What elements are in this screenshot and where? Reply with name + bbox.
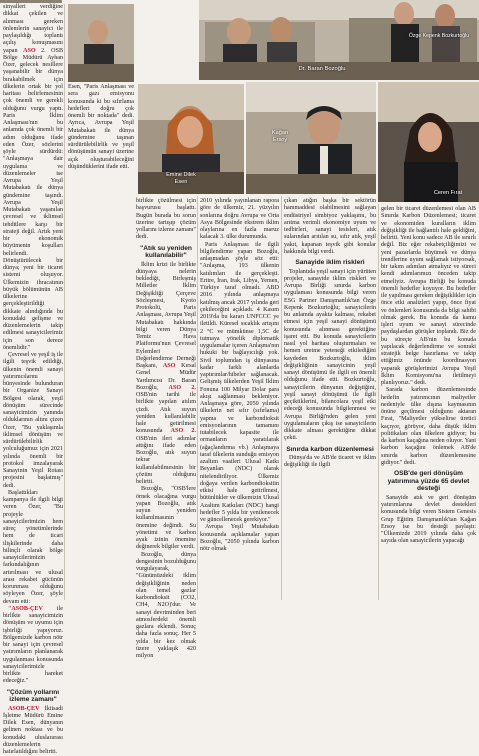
col1-text: 2. OSB Bölge Müdürü Ayhan Özer, gelecek nesillere yaşanabilir bir dünya bırakabilmek için ülkelerin ortak bir yol haritası belirlemesinin çok önemli ve gerekli olduğunu vurgu yaptı. Paris İklim Anlaşması'nın bu anlamda çok önemli bir adım olduğunu ifade eden Özer, sözlerini şöyle sürdürdü: "Anlaşmaya dair uygulama ve düzenlemeler ise Avrupa Yeşil Mutabakatı ile dünya gündemine taşındı. Avrupa Yeşil Mutabakatı yaşanılan çevresel ve iklimsel tehditlere karşı bir strateji değil. Artık yeni bir ekonomik büyümenin koşulları belirlendi. Dönüştürülecek bir dünya; yeni bir ticaret sistemi oluşuyor. Ülkemizin ihracatının büyük bölümünün AB ülkelerine gerçekleştirildiği dikkate alındığında bu konudaki gelişme ve düzenlemelerin takip edilmesi sanayicilerimiz için son derece önemlidir." — [3, 47, 64, 351]
col2-intro: Esen, "Paris Anlaşması ve sera gazı emisyonu konusunda ki bu sıfırlama hedefleri doğru çok önemli bir noktada" dedi. Ayrıca, Avrupa Yeşil Mutabakatı ile dünya gündemine taşınan sürdürülebilirlik ve yeşil dönüşümün sanayi üzerine açık oluşturabileceğini düşündüklerini ifade etti. — [68, 84, 134, 170]
caption-kagan-1: Kağan — [271, 130, 289, 136]
col2-paragraph: Bozoğlu, "OSB'lere örnek olacağına vurgu yapan Bozoğlu, atık suyun yeniden kullanılmasının önemine değindi. Su yönetimi ve karbon ayak izinin önemine değinerek bilgiler verdi. — [136, 486, 196, 551]
column-divider — [197, 196, 198, 600]
article-column-1 — [3, 4, 64, 756]
caption-kagan-2: Ersoy — [272, 137, 288, 143]
article-column-3 — [200, 198, 279, 598]
col2-paragraph: Bozoğlu, dünya dengesinin bozulduğunu vurgulayarak, "Günümüzdeki iklim değişikliğinin neden olan temel gazlar karbondioksit (CO2, CH4, N2O)'dur. Ve sanayi devriminden beri atmosferdeki önemli gazlara eklendi. Sonuç daha fazla sonuç. Her 5 yılda bir kez olmak üzere yaklaşık 420 milyon — [136, 551, 196, 660]
org-highlight: ASOB-ÇEV — [8, 705, 40, 712]
subheading: "Atık su yeniden kullanılabilir" — [140, 244, 192, 260]
article-column-4 — [284, 198, 376, 598]
article-column-5 — [381, 206, 476, 598]
photo-ceren-firat — [378, 82, 479, 202]
col1-text: sinyalleri verdiğine dikkat çekilen ve alınması gereken önlemlerin sanayici ile paylaşıldığı toplantı açılış konuşmasını yapan — [3, 4, 63, 54]
column-divider — [378, 204, 379, 600]
col1-text: ile birlikte sanayicimizin dönüşüm ve uyumu için işbirliği yapıyoruz. Bölgemizde karbon nötr bir sanayi için çevresel yatırımların planlanarak uygulanması konusunda sanayicilerimizle birlikte hareket edeceğiz." — [3, 605, 63, 685]
column-left-photo-strip — [0, 0, 62, 3]
col1-paragraph: Çevresel ve yeşil iş ile ilgili teşvik edildiği, ülkenin önemli sanayi yatırımcılarını bünyesinde bulunduran bir Organize Sanayi Bölgesi olarak, yeşil dönüşüm sürecinde sanayicimizin yanında olduklarının altını çizen Özer, "Bu yaklaşımla iklimsel dönüşüm ve sürdürülebilirlik yolculuğumuz için 2021 yılında önemli bir protokol imzalayarak Sanayinin Yeşil Rotası projesini başlatmış" dedi. — [3, 352, 63, 489]
col1-paragraph: Başlattıkları kampanya ile ilgili bilgi veren Özer, "Bu projeyle sanayicilerimizin hem süreç yönetimlerinde hem de ticari ilişkilerinde daha bilinçli olarak bölge sanayicilerimizin farkındalığının artırılması ve ulusal arası rekabet gücünün korunması olduğunu söyleyen Özer, şöyle devam etti: — [3, 489, 63, 605]
subheading: Sanayide iklim riskleri — [295, 259, 365, 266]
col2-text: İklim krizi ile birlikte dünyaya nelerin beklediği, Birleşmiş Milletler İklim Değişikliği Çerçeve Sözleşmesi, Kyoto Protokolü, Paris Anlaşması, Avrupa Yeşil Mutabakatı hakkında bilgi veren Dünya Temiz Hava Platformu'nun Çevresel Eylemleri Değerlendirme Derneği Başkanı, — [136, 261, 196, 370]
org-highlight: ASO — [23, 47, 36, 54]
caption-ozge: Özge Kepenk Bozkurtoğlu — [408, 33, 470, 39]
photo-emine-dilek-esen — [138, 84, 244, 194]
caption-ceren: Ceren Fırat — [433, 190, 463, 196]
subheading: Sınırda karbon düzenlemesi — [286, 445, 374, 453]
col2-paragraph: birlikte çözülmesi için başvurusu başlattı. Bugün burada bu sorun üzerine tartışıp çözüm yollarını izleme zamanı" dedi. — [136, 198, 197, 241]
col1-text: İktisadi İşletme Müdürü Emine Dilek Esen, dünyanın gelinen noktası ve bu konudaki uluslararası düzenlemelerin hatırlatıldığını belirtti. — [3, 705, 63, 756]
caption-emine-2: Esen — [174, 179, 188, 185]
org-highlight: ASO — [162, 363, 176, 370]
portrait-image — [378, 82, 479, 202]
speaker-image — [68, 4, 134, 82]
col2-text: Kırsal Genel Müdür Yardımcısı Dr. Baran Bozoğlu, — [136, 363, 196, 391]
col5-paragraph: Sanayide atık ve geri dönüşüm yatırımlarına devlet destekleri konusunda bilgi veren Sistem Genesis Grup Eğitim Danışmanlık'tan Kağan Ersoy ise bu desteği paylaştı: "Ülkemizde 2019 yılında daha çok sayıda olan sanayicilerin yapacağı — [381, 494, 476, 545]
col2-text: OSB'nin tarihi ile birlikte yapılan atılım çizdi. Atık suyun yeniden kullanılabilir hale getirilmesi konusunda — [136, 392, 196, 435]
col5-paragraph: gelen bir ticaret düzenlemesi olan AB Sınırda Karbon Düzenlemesi; ticaret ve ekonomiden kuralların iklim değişikliği ile bağlantılı hale geldiğini, belirtti. Yeni konu sadece AB ile sınırlı değil. Biz eğer rekabetçiliğimizi ve yeni pazarlarda büyümek ve dünya trendlerine uyum sağlamak istiyorsak, bir takım adımları atmalıyız ve süreci kendi adımlarımızı önceden takip etmeliyiz. Avrupa Birliği bu konuda önemli hedefler koyuyor. Bu hedefler ile yapılması gereken değişiklikler için önce etki analizleri yapıp, önce fiyat ve önlemleri konusunda da bilgi sahibi olmak gerek. Bu konuda da kamu işleri uyum ve sanayi sürecinde paydaşlardan görüşler toplandı. Biz de bu süreçte AB'nin bu konuda yapılacak değerlendirme ve sonraki stratejik belge hazırlama ve takip ettiğimiz önünde koordinasyon yaparak görüşlerimizi Avrupa Yeşil İklim Komisyonu'na iletilmeyi planlıyoruz." dedi. — [381, 206, 476, 386]
col4-paragraph: Dünya'da ve AB'de ticaret ve iklim değişikliği ile ilgili — [284, 455, 376, 469]
caption-emine-1: Emine Dilek — [166, 172, 196, 178]
column-divider — [64, 4, 65, 600]
org-highlight: ASO 2. — [170, 428, 196, 435]
col2-text: OSB'nin ileri adımlar attığını ifade eden Bozoğlu, atık suyun tekrar kullanılabilmesinin bir çözüm olduğunu belirtti. — [136, 435, 196, 486]
panel-photo-top — [199, 0, 479, 80]
org-highlight: ASO 2. — [168, 384, 196, 391]
subheading: "Çözüm yollarını izleme zamanı" — [6, 688, 60, 704]
col3-paragraph: Paris Anlaşması ile ilgili bilgilendirme yapan Bozoğlu, anlaşmadan şöyle söz etti: "Anlaşma, 193 ülkenin katılımları ile gerçekleşti. Eritre, İran, Irak, Libya, Yemen, Türkiye taraf olmadı. ABD 2016 yılında anlaşmaya katılmış ancak 2017 yılında geri çekileceğini açıkladı. 4 Kasım 2019'da bu kararı UNFCCC ye iletildi. Küresel sıcaklık artışını 2 °C ve mümkünse 1,5C de tutmaya yönelik diplomatik uygulamalar içeren Anlaşma'nın hukuki bir bağlayıcılığı yok. Sivil toplumdan iş dünyasına kadar farklı alanlarda yaptırımlar/hibeler sağlanacak. Gelişmiş ülkelerden Yeşil İklim Fonuna 100 Milyar Dolar para akışı sağlanması bekleniyor. Anlaşmaya göre, 2050 yılında ülkelerin net sıfır (sıfırlama) yapma ve karbondioksit emisyonlarının tamamını tutabilecek kapasite ile ormanların yaratılarak (ağaçlandırma vb.) Anlaşmaya taraf ülkelerin sunduğu emisyon azaltım vaatleri Ulusal Katkı Beyanları (NDC) olarak nitelendiriliyor. Ülkemiz doğaya verilen karbondioksitin etkisi hale getirilmesi, bütünlükler ve ülkemizin Ulusal Azaltım Katkıları (NDC) hangi hedefler 5 yılda bir yenilenecek ve güncellenecek gerekiyor." — [200, 241, 279, 523]
col3-paragraph: 2010 yılında yayınlanan rapora göre de ülkemiz, 21. yüzyılın sonlarına doğru Avrupa ve Orta Asya Bölgesinde ekstrem iklim olaylarına en fazla maruz kalacak 3. ülke durumunda. — [200, 198, 279, 241]
photo-small-left — [68, 4, 134, 82]
col4-paragraph: çıkan atığın başka bir sektörün hammaddesi olabilmesini sağlayan endüstriyel simbiyoz yaklaşımı, bu arıtma verimli ekonomiye uyum ve tedbirleri, sanayi tesisleri, atık sularından arıtılan su, sıfır atık, yeşil yakıt, kapanan teşvik gibi konular hakkında bilgi verdi. — [284, 198, 376, 255]
col5-paragraph: Sarada karbon düzenlemesinde hedefin yatırımcının maliyetler nedeniyle ülke dışına kaymasının önüne geçilmesi olduğunu aktaran Fırat, "Maliyetler yükselirse üretici kaçıyor, görüyor, daha düşük iklim politikaları olan ülkelere gidiyor; bu da karbon kaçağına neden oluyor. Yani karbon kaçağını önlemek AB'de sınırda karbon düzenlemesine gidiyor." dedi. — [381, 387, 476, 466]
org-highlight: "ASOB-ÇEV — [8, 605, 43, 612]
col3-paragraph: Avrupa Yeşil Mutabakatı konusunda açıklamalar yapan Bozoğlu, "2050 yılında karbon nötr olmak — [200, 524, 279, 552]
article-column-1b — [68, 84, 134, 196]
article-column-2-main — [136, 198, 197, 660]
caption-baran: Dr. Baran Bozoğlu — [298, 66, 346, 72]
column-divider — [281, 196, 282, 600]
subheading: OSB'de geri dönüşüm yatırımına yüzde 65 devlet desteği — [387, 470, 470, 493]
photo-kagan-ersoy — [246, 82, 376, 194]
col4-paragraph: Toplantıda yeşil sanayi için yürüten projeler, sanayide iklim riskleri ve Avrupa Birliği sınırda karbon uygulaması konusunda bilgi veren ESG Partner Danışmanlık'tan Özge Kepenk Bozkurtoğlu; sanayicilerin bu anlamda ayakta kalması, rekabet etmesi için yeşil sanayi dönüşümü konusunda alınması gerektiğine işaret etti. Bu konuda sanayicilerin nasıl yol haritası oluşturmaları ve hemen uretme yeteneği etkilediğini kaydeden Bozkurtoğlu, iklim değişikliğinin sanayicinin yeşil sanayi dönüşümü ile ilgili en önemli olduğunu ifade etti. Bozkurtoğlu, sanayicilerin dünyanın değiştiğini, yeşil sanayi dönüşümü ile ilgili geçiktiklerini, bilancolara yeşil etki edeceği konusunda bilgilenmesi ve Avrupa Birliği'nden gelen yeni uygulamaların çıkış ise sanayicilerin dikkate alması gerektiğine dikkat çekti. — [284, 268, 376, 442]
